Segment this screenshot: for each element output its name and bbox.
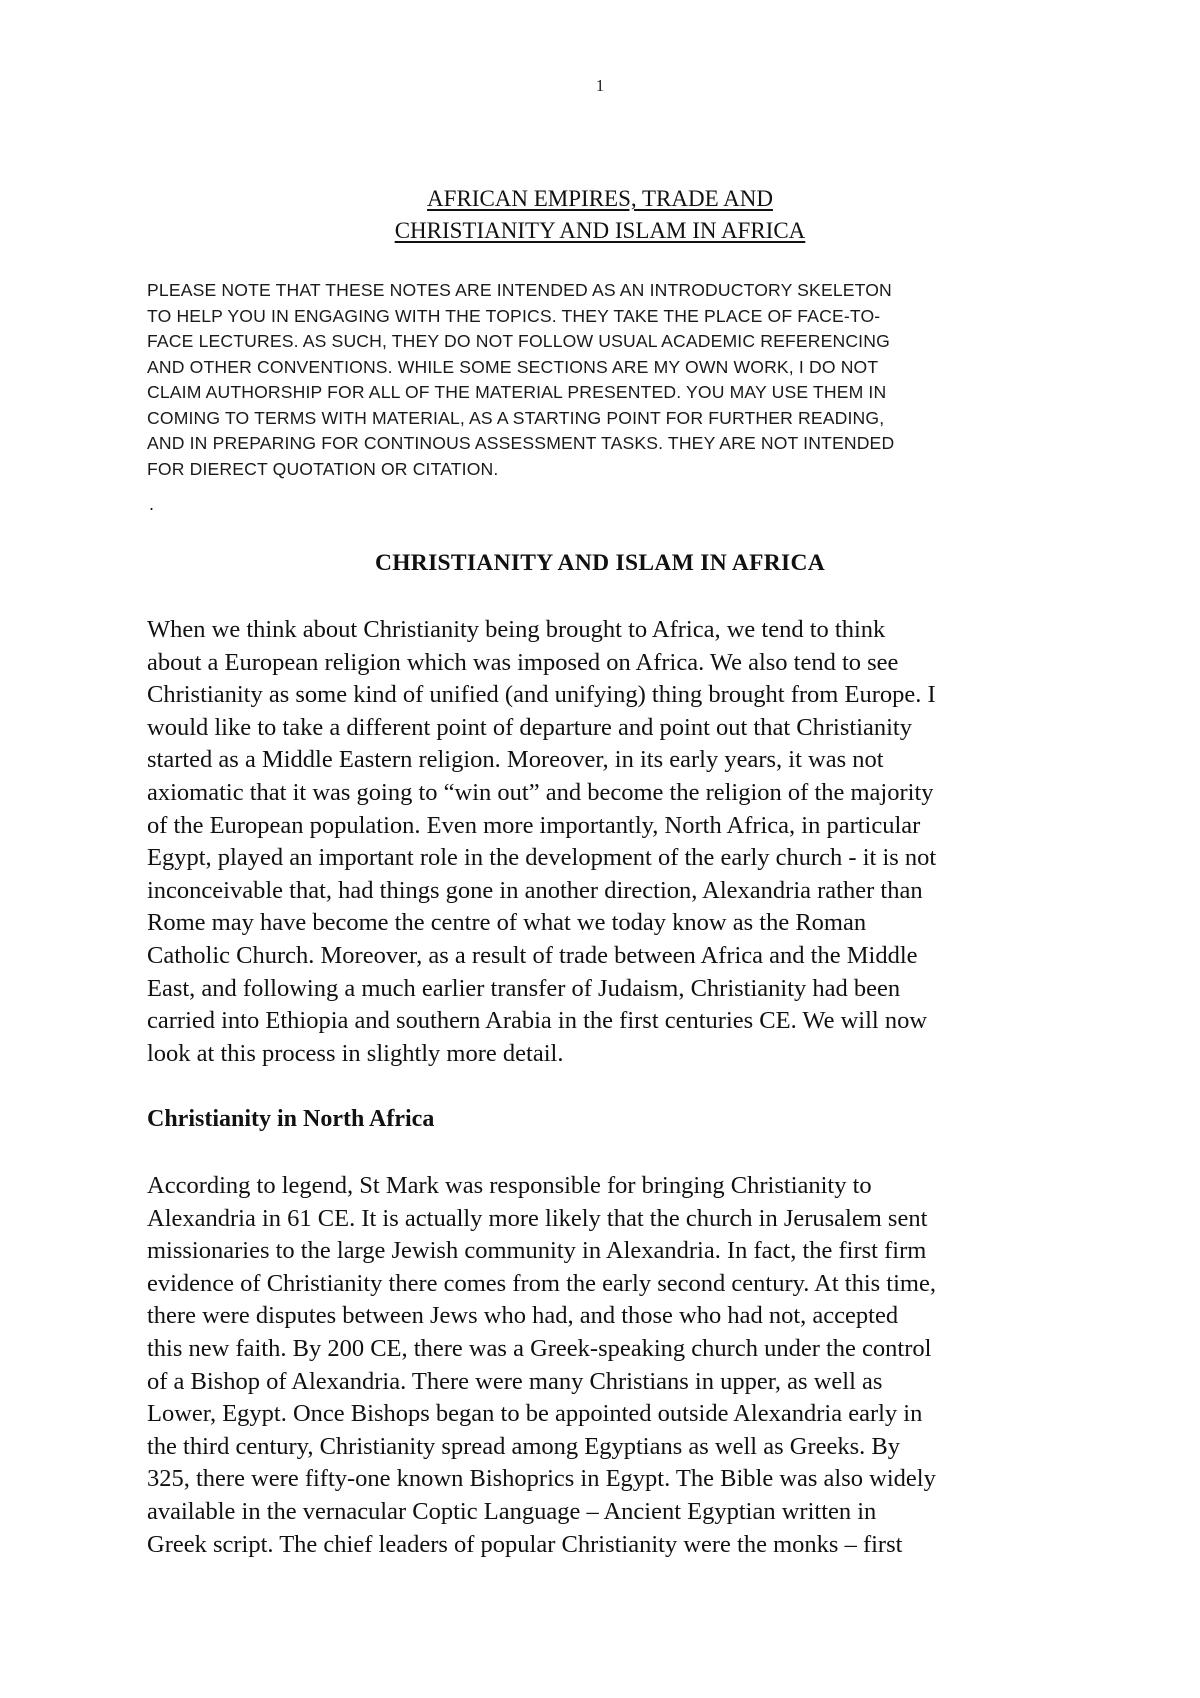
paragraph-line: would like to take a different point of departure and point out that Christianity [147, 713, 912, 741]
paragraph-line: Christianity as some kind of unified (and unifying) thing brought from Europe. I [147, 681, 936, 709]
north-africa-paragraph [147, 1170, 1087, 1561]
notice-line: PLEASE NOTE THAT THESE NOTES ARE INTENDED AS AN INTRODUCTORY SKELETON [147, 280, 892, 300]
disclaimer-notice [147, 278, 1059, 482]
notice-line: CLAIM AUTHORSHIP FOR ALL OF THE MATERIAL PRESENTED. YOU MAY USE THEM IN [147, 382, 887, 402]
paragraph-line: According to legend, St Mark was responsible for bringing Christianity to [147, 1172, 872, 1199]
document-title [0, 183, 1200, 247]
paragraph-line: East, and following a much earlier transfer of Judaism, Christianity had been [147, 974, 901, 1002]
paragraph-line: Greek script. The chief leaders of popular Christianity were the monks – first [147, 1530, 903, 1558]
paragraph-line: started as a Middle Eastern religion. Moreover, in its early years, it was not [147, 746, 884, 774]
paragraph-line: carried into Ethiopia and southern Arabia in the first centuries CE. We will now [147, 1007, 928, 1035]
paragraph-line: Catholic Church. Moreover, as a result of trade between Africa and the Middle [147, 941, 918, 969]
paragraph-line: evidence of Christianity there comes from the early second century. At this time, [147, 1269, 936, 1297]
paragraph-line: this new faith. By 200 CE, there was a Greek-speaking church under the control [147, 1334, 932, 1362]
paragraph-line: of a Bishop of Alexandria. There were many Christians in upper, as well as [147, 1367, 883, 1395]
page-number: 1 [595, 76, 605, 95]
paragraph-line: missionaries to the large Jewish community in Alexandria. In fact, the first firm [147, 1237, 927, 1265]
paragraph-line: When we think about Christianity being brought to Africa, we tend to think [147, 616, 886, 643]
notice-line: AND IN PREPARING FOR CONTINOUS ASSESSMENT TASKS. THEY ARE NOT INTENDED [147, 433, 895, 453]
paragraph-line: about a European religion which was imposed on Africa. We also tend to see [147, 648, 899, 676]
paragraph-line: Lower, Egypt. Once Bishops began to be appointed outside Alexandria early in [147, 1400, 923, 1428]
document-title-line-1: AFRICAN EMPIRES, TRADE AND [427, 186, 773, 211]
notice-line: TO HELP YOU IN ENGAGING WITH THE TOPICS. THEY TAKE THE PLACE OF FACE-TO- [147, 305, 881, 326]
paragraph-line: inconceivable that, had things gone in another direction, Alexandria rather than [147, 876, 923, 904]
paragraph-line: there were disputes between Jews who had, and those who had not, accepted [147, 1302, 899, 1330]
document-title-line-2: CHRISTIANITY AND ISLAM IN AFRICA [394, 218, 806, 243]
section-heading: CHRISTIANITY AND ISLAM IN AFRICA [374, 550, 826, 576]
intro-paragraph [147, 614, 1087, 1070]
notice-line: AND OTHER CONVENTIONS. WHILE SOME SECTIONS ARE MY OWN WORK, I DO NOT [147, 356, 879, 377]
paragraph-line: Alexandria in 61 CE. It is actually more likely that the church in Jerusalem sent [147, 1204, 928, 1232]
paragraph-line: look at this process in slightly more detail. [147, 1039, 564, 1067]
paragraph-line: Egypt, played an important role in the development of the early church - it is not [147, 844, 937, 872]
paragraph-line: axiomatic that it was going to “win out” and become the religion of the majority [147, 778, 934, 806]
notice-line: FOR DIERECT QUOTATION OR CITATION. [147, 458, 499, 479]
paragraph-line: of the European population. Even more importantly, North Africa, in particular [147, 811, 921, 839]
paragraph-line: available in the vernacular Coptic Language – Ancient Egyptian written in [147, 1497, 877, 1525]
notice-line: COMING TO TERMS WITH MATERIAL, AS A STARTING POINT FOR FURTHER READING, [147, 407, 885, 428]
paragraph-line: 325, there were fifty-one known Bishoprics in Egypt. The Bible was also widely [147, 1465, 936, 1493]
separator-dot: . [149, 494, 155, 514]
paragraph-line: Rome may have become the centre of what we today know as the Roman [147, 909, 867, 937]
subheading-north-africa: Christianity in North Africa [147, 1106, 435, 1132]
notice-line: FACE LECTURES. AS SUCH, THEY DO NOT FOLLOW USUAL ACADEMIC REFERENCING [147, 331, 890, 351]
paragraph-line: the third century, Christianity spread among Egyptians as well as Greeks. By [147, 1432, 900, 1460]
